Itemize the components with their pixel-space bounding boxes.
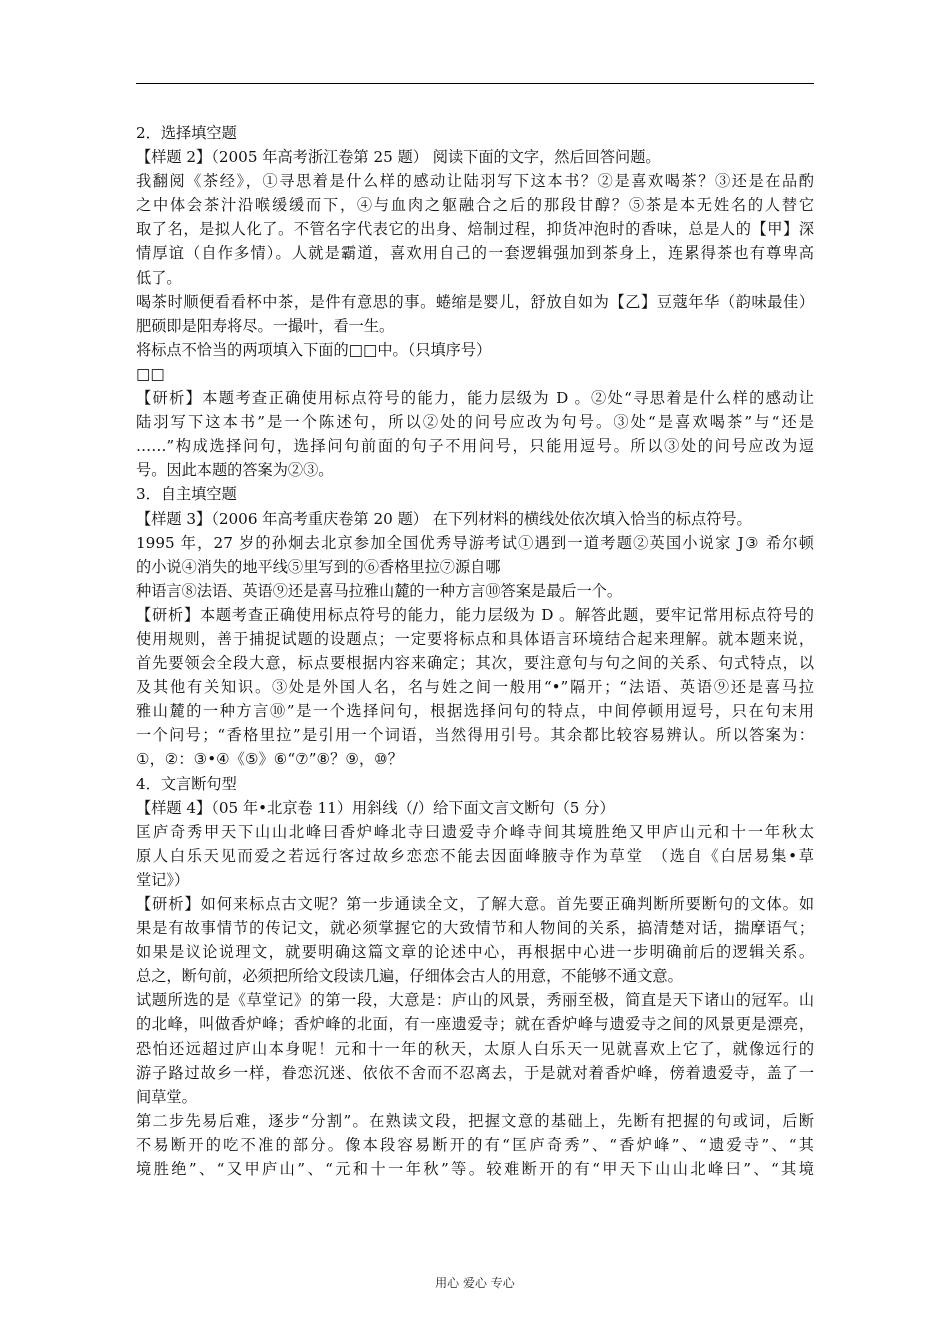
text-line: 1995 年，27 岁的孙炯去北京参加全国优秀导游考试①遇到一道考题②英国小说家 J③ 希尔顿 (136, 533, 814, 552)
text-line: 将标点不恰当的两项填入下面的□□中。（只填序号） (136, 340, 492, 359)
document-body (136, 121, 814, 1181)
text-line: 境胜绝”、“又甲庐山”、“元和十一年秋”等。较难断开的有“甲天下山山北峰曰”、“其境 (136, 1160, 814, 1179)
text-line: 陆羽写下这本书”是一个陈述句，所以②处的问号应改为句号。③处“是喜欢喝茶”与“还是 (136, 413, 814, 432)
text-line: 原人白乐天见而爱之若远行客过故乡恋恋不能去因面峰腋寺作为草堂 （选自《白居易集•草 (136, 846, 814, 865)
text-line: ①，②：③•④《⑤》⑥“⑦”⑧？⑨，⑩？ (136, 750, 403, 769)
text-line: 号。因此本题的答案为②③。 (136, 461, 334, 480)
text-line: 【研析】本题考查正确使用标点符号的能力，能力层级为 D 。②处“寻思着是什么样的感动让 (136, 389, 814, 408)
text-line: 如果是议论说理文，就要明确这篇文章的论述中心，再根据中心进一步明确前后的逻辑关系。 (136, 943, 814, 962)
text-line: 【样题 2】（2005 年高考浙江卷第 25 题） 阅读下面的文字，然后回答问题。 (136, 148, 661, 167)
text-line: 及其他有关知识。③处是外国人名，名与姓之间一般用“•”隔开；“法语、英语⑨还是喜马拉 (136, 678, 814, 697)
text-line: 堂记》） (136, 870, 190, 889)
text-line: 4．文言断句型 (136, 774, 237, 793)
header-rule (136, 83, 814, 84)
text-line: 【研析】如何来标点古文呢？第一步通读全文，了解大意。首先要正确判断所要断句的文体。如 (136, 895, 814, 913)
text-line: 匡庐奇秀甲天下山山北峰曰香炉峰北寺曰遗爱寺介峰寺间其境胜绝又甲庐山元和十一年秋太 (136, 822, 814, 841)
text-line: 【样题 4】（05 年•北京卷 11）用斜线（/）给下面文言文断句（5 分） (136, 798, 615, 817)
text-line: 我翻阅《茶经》，①寻思着是什么样的感动让陆羽写下这本书？②是喜欢喝茶？③还是在品酌 (136, 172, 814, 191)
text-line: 试题所选的是《草堂记》的第一段，大意是：庐山的风景，秀丽至极，简直是天下诸山的冠军。山 (136, 991, 814, 1010)
text-line: 情厚谊（自作多情）。人就是霸道，喜欢用自己的一套逻辑强加到茶身上，连累得茶也有尊卑高 (136, 244, 814, 263)
text-line: 喝茶时顺便看看杯中茶，是件有意思的事。蜷缩是婴儿，舒放自如为【乙】豆蔻年华（韵味最佳） (136, 292, 814, 311)
text-line: 取了名，是拟人化了。不管名字代表它的出身、焙制过程，抑货冲泡时的香味，总是人的【甲】深 (136, 220, 814, 239)
text-line: 恐怕还远超过庐山本身呢！元和十一年的秋天，太原人白乐天一见就喜欢上它了，就像远行的 (136, 1039, 814, 1058)
text-line: □□ (136, 364, 165, 383)
text-line: 之中体会茶汁沿喉缓缓而下，④与血肉之躯融合之后的那段甘醇？⑤茶是本无姓名的人替它 (136, 196, 814, 215)
text-line: 【样题 3】（2006 年高考重庆卷第 20 题） 在下列材料的横线处依次填入恰当的标点符号。 (136, 509, 752, 528)
text-line: 3．自主填空题 (136, 485, 237, 504)
text-line: 的北峰，叫做香炉峰；香炉峰的北面，有一座遗爱寺；就在香炉峰与遗爱寺之间的风景更是漂亮， (136, 1015, 814, 1034)
text-line: 的小说④消失的地平线⑤里写到的⑥香格里拉⑦源自哪 (136, 557, 501, 576)
text-line: 肥硕即是阳寿将尽。一撮叶，看一生。 (136, 316, 395, 335)
text-line: 2．选择填空题 (136, 124, 237, 142)
text-line: 果是有故事情节的传记文，就必须掌握它的大致情节和人物间的关系，搞清楚对话，揣摩语气； (136, 919, 814, 938)
text-line: 一个问号；“香格里拉”是引用一个词语，当然得用引号。其余都比较容易辨认。所以答案为： (136, 726, 814, 745)
text-line: 雅山麓的一种方言⑩”是一个选择问句，根据选择问句的特点，中间停顿用逗号，只在句末用 (136, 702, 814, 721)
text-line: 总之，断句前，必须把所给文段读几遍，仔细体会古人的用意，不能够不通文意。 (136, 967, 683, 986)
text-line: 低了。 (136, 268, 182, 287)
text-line: 【研析】本题考查正确使用标点符号的能力，能力层级为 D 。解答此题，要牢记常用标点符号的 (136, 605, 814, 624)
text-line: 种语言⑧法语、英语⑨还是喜马拉雅山麓的一种方言⑩答案是最后一个。 (136, 581, 622, 600)
text-line: 游子路过故乡一样，眷恋沉迷、依依不舍而不忍离去，于是就对着香炉峰，傍着遗爱寺，盖了一 (136, 1063, 814, 1082)
text-line: 第二步先易后难，逐步“分割”。在熟读文段，把握文意的基础上，先断有把握的句或词，后断 (136, 1111, 814, 1130)
text-line: 使用规则，善于捕捉试题的设题点；一定要将标点和具体语言环境结合起来理解。就本题来说， (136, 629, 814, 648)
page-footer: 用心 爱心 专心 (435, 1276, 515, 1290)
text-line: ……”构成选择问句，选择问句前面的句子不用问号，只能用逗号。所以③处的问号应改为逗 (136, 437, 814, 456)
text-line: 不易断开的吃不准的部分。像本段容易断开的有“匡庐奇秀”、“香炉峰”、“遗爱寺”、“其 (136, 1135, 814, 1154)
text-line: 间草堂。 (136, 1087, 197, 1106)
text-line: 首先要领会全段大意，标点要根据内容来确定；其次，要注意句与句之间的关系、句式特点，以 (136, 654, 814, 673)
